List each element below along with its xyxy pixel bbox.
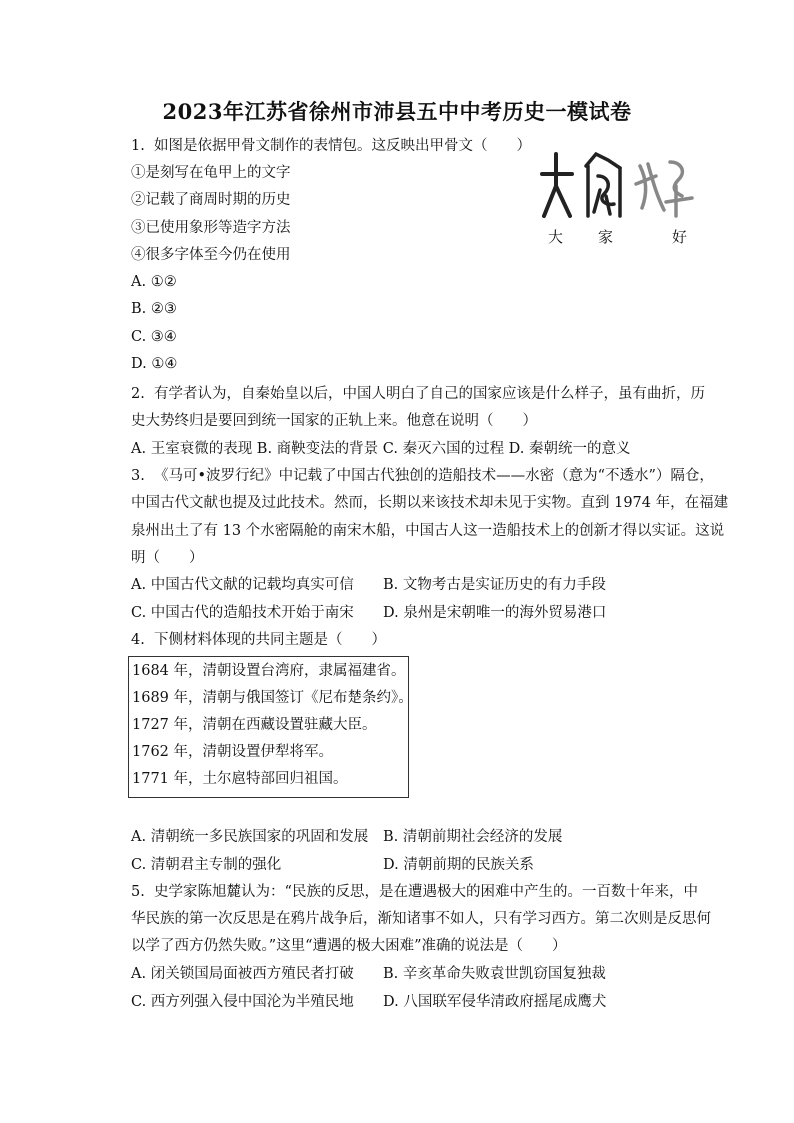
glyph-jia-pig-2: [594, 190, 600, 212]
q2-stem-line-2: 史大势终归是要回到统一国家的正轨上来。他意在说明（ ）: [131, 413, 537, 429]
q4-material-line-5: 1771 年，土尔扈特部回归祖国。: [132, 771, 348, 787]
q2-options: A. 王室衰微的表现 B. 商鞅变法的背景 C. 秦灭六国的过程 D. 秦朝统一的意义: [131, 441, 631, 457]
glyph-label-jia: 家: [598, 228, 614, 246]
q3-option-d: D. 泉州是宋朝唯一的海外贸易港口: [383, 605, 607, 621]
glyph-da-stroke-3: [544, 186, 556, 216]
q5-option-b: B. 辛亥革命失败袁世凯窃国复独裁: [383, 966, 606, 982]
q4-material-box: [128, 656, 413, 798]
q4-material-line-2: 1689 年，清朝与俄国签订《尼布楚条约》。: [132, 690, 413, 706]
q4-option-a: A. 清朝统一多民族国家的巩固和发展: [131, 829, 369, 845]
q4-stem: 4. 下侧材料体现的共同主题是（ ）: [131, 632, 387, 648]
q4-option-c: C. 清朝君主专制的强化: [131, 857, 282, 873]
q3-option-a: A. 中国古代文献的记载均真实可信: [131, 577, 354, 593]
q5-option-c: C. 西方列强入侵中国沦为半殖民地: [131, 994, 354, 1010]
q3-option-b: B. 文物考古是实证历史的有力手段: [383, 577, 606, 593]
q1-option-c: C. ③④: [131, 329, 177, 345]
q4-material-line-1: 1684 年，清朝设置台湾府，隶属福建省。: [132, 663, 406, 679]
q3-option-c: C. 中国古代的造船技术开始于南宋: [131, 605, 354, 621]
q1-option-b: B. ②③: [131, 301, 177, 317]
page-title: 2023年江苏省徐州市沛县五中中考历史一模试卷: [162, 99, 632, 124]
glyph-hao-stroke-1: [640, 166, 646, 208]
q3-stem-line-1: 3. 《马可•波罗行纪》中记载了中国古代独创的造船技术——水密（意为“不透水”）隔仓，: [131, 468, 714, 484]
glyph-da-stroke-4: [556, 186, 570, 216]
q1-item-4: ④很多字体至今仍在使用: [131, 247, 291, 263]
glyph-hao-stroke-3: [648, 164, 664, 210]
q4-option-d: D. 清朝前期的民族关系: [383, 857, 534, 873]
q5-stem-line-1: 5. 史学家陈旭麓认为：“民族的反思，是在遭遇极大的困难中产生的。一百数十年来，中: [131, 884, 698, 900]
q1-option-d: D. ①④: [131, 356, 178, 372]
glyph-hao-stroke-6: [666, 198, 692, 202]
q2-stem-line-1: 2. 有学者认为，自秦始皇以后，中国人明白了自己的国家应该是什么样子，虽有曲折，历: [131, 386, 706, 402]
q1-item-1: ①是刻写在龟甲上的文字: [131, 165, 291, 181]
q3-stem-line-3: 泉州出土了有 13 个水密隔舱的南宋木船，中国古人这一造船技术上的创新才得以实证。这说: [131, 523, 725, 539]
q4-material-line-4: 1762 年，清朝设置伊犁将军。: [132, 744, 334, 760]
glyph-label-hao: 好: [672, 228, 688, 246]
q3-stem-line-4: 明（ ）: [131, 550, 204, 566]
glyph-label-da: 大: [548, 228, 564, 246]
q1-stem: 1. 如图是依据甲骨文制作的表情包。这反映出甲骨文（ ）: [131, 138, 532, 154]
q1-option-a: A. ①②: [131, 274, 177, 290]
glyph-jia-roof: [586, 154, 620, 168]
q4-material-line-3: 1727 年，清朝在西藏设置驻藏大臣。: [132, 717, 377, 733]
q3-stem-line-2: 中国古代文献也提及过此技术。然而，长期以来该技术却未见于实物。直到 1974 年，在福建: [131, 495, 729, 511]
q1-item-3: ③已使用象形等造字方法: [131, 220, 291, 236]
glyph-jia-pig-3: [606, 196, 610, 214]
q5-option-d: D. 八国联军侵华清政府摇尾成鹰犬: [383, 994, 607, 1010]
q5-stem-line-2: 华民族的第一次反思是在鸦片战争后，渐知诸事不如人，只有学习西方。第二次则是反思何: [131, 911, 711, 927]
q4-option-b: B. 清朝前期社会经济的发展: [383, 829, 563, 845]
q1-item-2: ②记载了商周时期的历史: [131, 192, 291, 208]
q5-stem-line-3: 以学了西方仍然失败。”这里“遭遇的极大困难”准确的说法是（ ）: [131, 938, 567, 954]
q5-option-a: A. 闭关锁国局面被西方殖民者打破: [131, 966, 354, 982]
